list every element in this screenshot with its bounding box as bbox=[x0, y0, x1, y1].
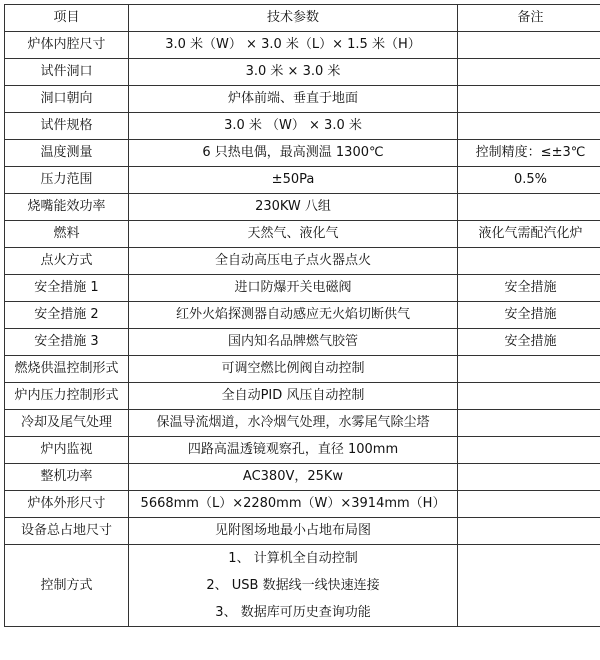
row-item: 洞口朝向 bbox=[5, 86, 129, 113]
row-item: 设备总占地尺寸 bbox=[5, 518, 129, 545]
control-row bbox=[5, 545, 600, 627]
table-row bbox=[5, 113, 600, 140]
row-spec: ±50Pa bbox=[129, 167, 458, 194]
row-note: 安全措施 bbox=[458, 275, 600, 302]
row-spec: 天然气、液化气 bbox=[129, 221, 458, 248]
row-note: 0.5% bbox=[458, 167, 600, 194]
table-row bbox=[5, 194, 600, 221]
row-spec: 国内知名品牌燃气胶管 bbox=[129, 329, 458, 356]
row-spec: 6 只热电偶，最高测温 1300℃ bbox=[129, 140, 458, 167]
control-spec bbox=[129, 545, 458, 627]
row-item: 试件洞口 bbox=[5, 59, 129, 86]
row-note bbox=[458, 113, 600, 140]
row-item: 点火方式 bbox=[5, 248, 129, 275]
row-spec: 3.0 米（W） × 3.0 米（L）× 1.5 米（H） bbox=[129, 32, 458, 59]
table-row bbox=[5, 32, 600, 59]
row-note bbox=[458, 518, 600, 545]
row-spec: 全自动PID 风压自动控制 bbox=[129, 383, 458, 410]
row-item: 温度测量 bbox=[5, 140, 129, 167]
row-item: 燃料 bbox=[5, 221, 129, 248]
row-note bbox=[458, 248, 600, 275]
table-row bbox=[5, 491, 600, 518]
row-spec: 5668mm（L）×2280mm（W）×3914mm（H） bbox=[129, 491, 458, 518]
row-spec: 3.0 米 （W） × 3.0 米 bbox=[129, 113, 458, 140]
table-row bbox=[5, 248, 600, 275]
row-note bbox=[458, 383, 600, 410]
header-note: 备注 bbox=[458, 5, 600, 32]
row-note bbox=[458, 491, 600, 518]
row-item: 冷却及尾气处理 bbox=[5, 410, 129, 437]
row-item: 烧嘴能效功率 bbox=[5, 194, 129, 221]
row-spec: 进口防爆开关电磁阀 bbox=[129, 275, 458, 302]
header-row bbox=[5, 5, 600, 32]
row-spec: 见附图场地最小占地布局图 bbox=[129, 518, 458, 545]
row-item: 整机功率 bbox=[5, 464, 129, 491]
row-spec: 230KW 八组 bbox=[129, 194, 458, 221]
table-row bbox=[5, 356, 600, 383]
control-line-3: 3、 数据库可历史查询功能 bbox=[215, 605, 371, 620]
row-item: 炉内监视 bbox=[5, 437, 129, 464]
control-note bbox=[458, 545, 600, 627]
row-item: 炉内压力控制形式 bbox=[5, 383, 129, 410]
row-item: 安全措施 1 bbox=[5, 275, 129, 302]
row-spec: 保温导流烟道，水冷烟气处理，水雾尾气除尘塔 bbox=[129, 410, 458, 437]
header-spec: 技术参数 bbox=[129, 5, 458, 32]
row-item: 炉体内腔尺寸 bbox=[5, 32, 129, 59]
row-spec: AC380V，25Kw bbox=[129, 464, 458, 491]
row-item: 试件规格 bbox=[5, 113, 129, 140]
row-note: 液化气需配汽化炉 bbox=[458, 221, 600, 248]
control-line-1: 1、 计算机全自动控制 bbox=[228, 551, 358, 566]
row-note bbox=[458, 194, 600, 221]
control-line-2: 2、 USB 数据线一线快速连接 bbox=[206, 578, 380, 593]
header-item: 项目 bbox=[5, 5, 129, 32]
row-spec: 全自动高压电子点火器点火 bbox=[129, 248, 458, 275]
table-row bbox=[5, 59, 600, 86]
table-row bbox=[5, 221, 600, 248]
row-note bbox=[458, 410, 600, 437]
table-row bbox=[5, 410, 600, 437]
row-note bbox=[458, 32, 600, 59]
row-spec: 红外火焰探测器自动感应无火焰切断供气 bbox=[129, 302, 458, 329]
table-row bbox=[5, 140, 600, 167]
control-item: 控制方式 bbox=[5, 545, 129, 627]
row-spec: 可调空燃比例阀自动控制 bbox=[129, 356, 458, 383]
row-spec: 炉体前端、垂直于地面 bbox=[129, 86, 458, 113]
row-note: 控制精度：≤±3℃ bbox=[458, 140, 600, 167]
row-item: 燃烧供温控制形式 bbox=[5, 356, 129, 383]
table-row bbox=[5, 437, 600, 464]
row-item: 安全措施 2 bbox=[5, 302, 129, 329]
table-row bbox=[5, 518, 600, 545]
row-note bbox=[458, 86, 600, 113]
table-row bbox=[5, 167, 600, 194]
spec-table bbox=[4, 4, 600, 627]
row-item: 炉体外形尺寸 bbox=[5, 491, 129, 518]
table-row bbox=[5, 302, 600, 329]
row-item: 安全措施 3 bbox=[5, 329, 129, 356]
row-note: 安全措施 bbox=[458, 302, 600, 329]
table-row bbox=[5, 275, 600, 302]
row-note bbox=[458, 437, 600, 464]
spec-table-body bbox=[5, 5, 600, 627]
row-note bbox=[458, 464, 600, 491]
table-row bbox=[5, 329, 600, 356]
row-spec: 四路高温透镜观察孔，直径 100mm bbox=[129, 437, 458, 464]
table-row bbox=[5, 383, 600, 410]
row-note bbox=[458, 356, 600, 383]
table-row bbox=[5, 86, 600, 113]
row-note bbox=[458, 59, 600, 86]
row-note: 安全措施 bbox=[458, 329, 600, 356]
table-row bbox=[5, 464, 600, 491]
row-item: 压力范围 bbox=[5, 167, 129, 194]
row-spec: 3.0 米 × 3.0 米 bbox=[129, 59, 458, 86]
